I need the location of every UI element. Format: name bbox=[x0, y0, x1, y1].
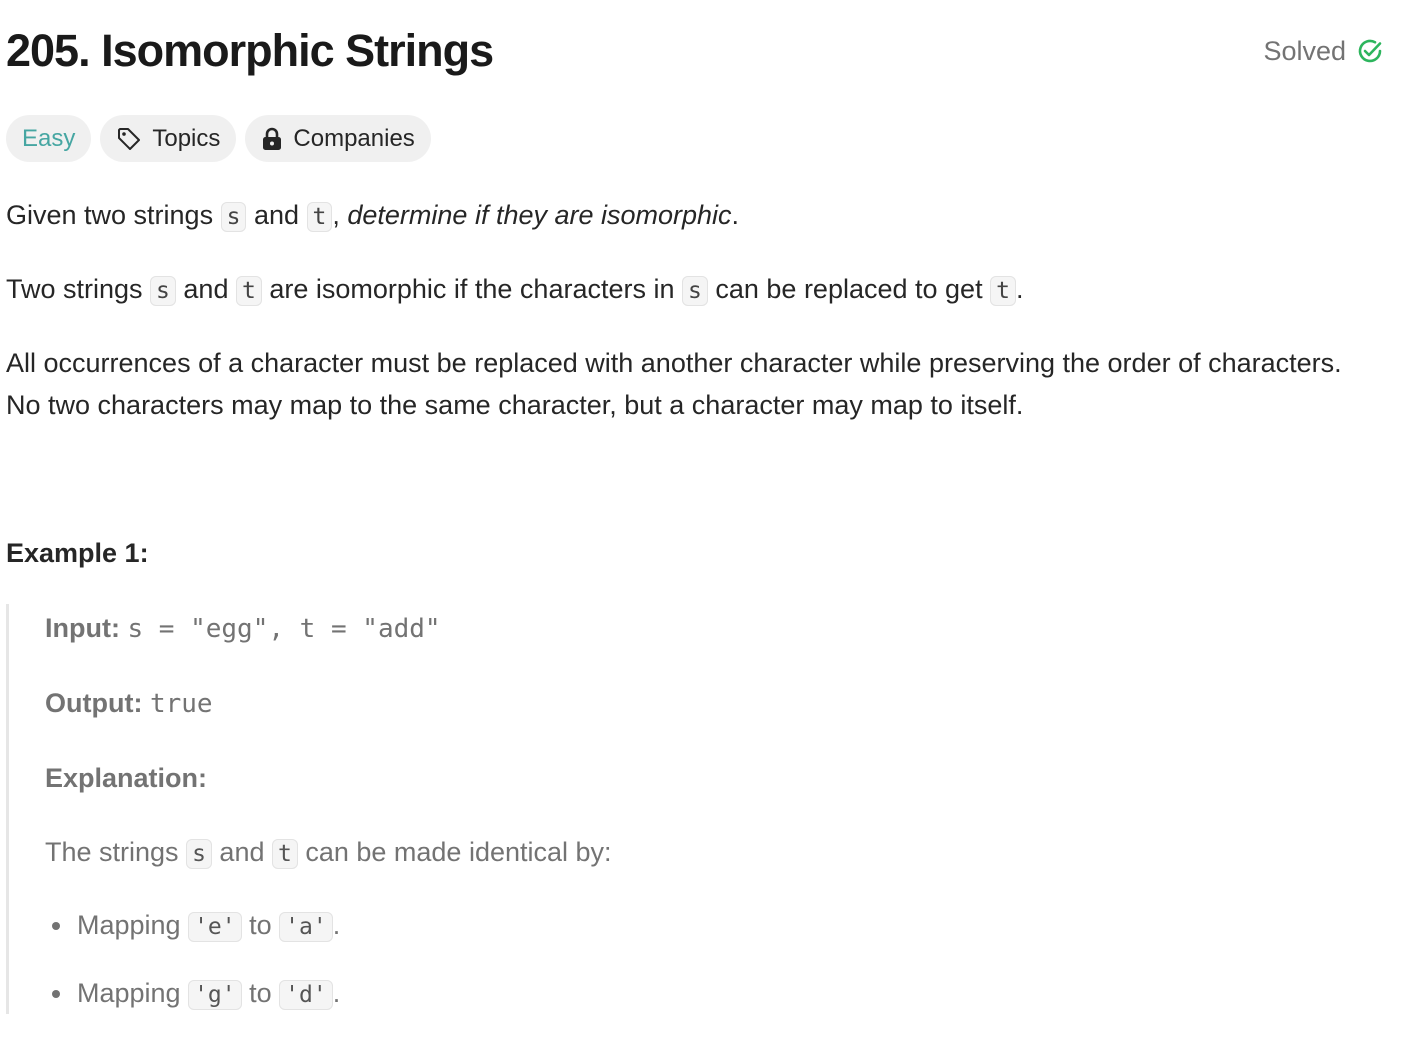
emphasis-text: determine if they are isomorphic bbox=[347, 200, 732, 230]
example-title: Example 1: bbox=[6, 538, 149, 568]
inline-code: t bbox=[272, 839, 298, 869]
inline-code: 'a' bbox=[279, 912, 333, 942]
solved-status bbox=[1263, 34, 1384, 68]
inline-code: t bbox=[236, 276, 262, 306]
example-input bbox=[45, 607, 441, 650]
companies-label: Companies bbox=[293, 124, 415, 152]
input-value: s = "egg", t = "add" bbox=[127, 614, 441, 644]
topics-label: Topics bbox=[152, 124, 221, 152]
problem-title: 205. Isomorphic Strings bbox=[6, 25, 494, 76]
lock-icon bbox=[261, 127, 283, 151]
output-value: true bbox=[149, 689, 213, 719]
problem-tags bbox=[6, 115, 431, 162]
list-item: Mapping 'e' to 'a' . bbox=[45, 904, 340, 948]
inline-code: s bbox=[150, 276, 176, 306]
check-circle-icon bbox=[1356, 37, 1384, 65]
input-label: Input: bbox=[45, 613, 120, 643]
example-block bbox=[6, 604, 1389, 1014]
example-output bbox=[45, 682, 213, 725]
output-label: Output: bbox=[45, 688, 143, 718]
description-paragraph-2: Two strings s and t are isomorphic if the characters in s can be replaced to get t . bbox=[6, 274, 1024, 304]
description-paragraph-1: Given two strings s and t , determine if they are isomorphic. bbox=[6, 200, 740, 230]
explanation-text: The strings s and t can be made identical by: bbox=[45, 837, 612, 867]
inline-code: t bbox=[307, 202, 333, 232]
tag-icon bbox=[116, 126, 142, 152]
solved-label: Solved bbox=[1263, 36, 1346, 66]
inline-code: 'g' bbox=[188, 980, 242, 1010]
inline-code: s bbox=[186, 839, 212, 869]
example-explanation bbox=[45, 757, 207, 799]
difficulty-label: Easy bbox=[22, 124, 76, 152]
companies-button[interactable] bbox=[245, 115, 430, 162]
topics-button[interactable] bbox=[100, 115, 236, 162]
inline-code: s bbox=[221, 202, 247, 232]
inline-code: t bbox=[990, 276, 1016, 306]
inline-code: 'e' bbox=[188, 912, 242, 942]
explanation-label: Explanation: bbox=[45, 763, 208, 793]
inline-code: 'd' bbox=[279, 980, 333, 1010]
list-item: Mapping 'g' to 'd' . bbox=[45, 972, 340, 1016]
mapping-list bbox=[45, 904, 340, 1040]
description-paragraph-3: All occurrences of a character must be replaced with another character while preserving the order of characters. No two characters may map to the same character, but a character may map to itself. bbox=[6, 348, 1342, 420]
inline-code: s bbox=[682, 276, 708, 306]
difficulty-badge bbox=[6, 115, 91, 162]
